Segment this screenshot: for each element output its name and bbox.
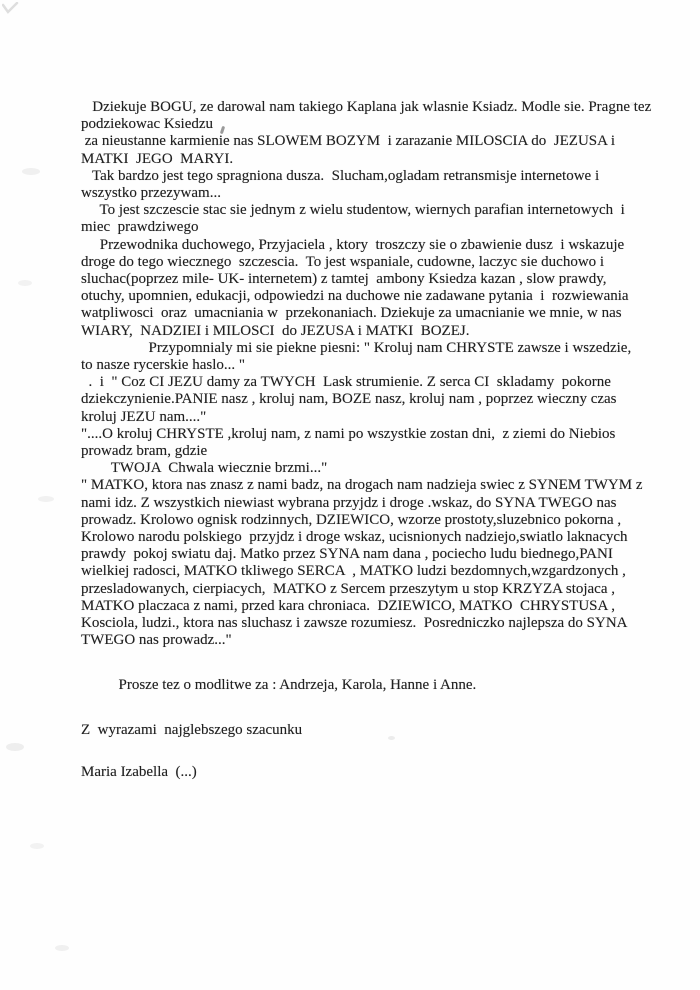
letter-line: wszystko przezywam... [81,185,221,202]
letter-line: podziekowac Ksiedzu [81,116,214,133]
letter-line: prowadz bram, gdzie [81,443,208,460]
letter-line: otuchy, upomnien, edukacji, odpowiedzi na duchowe nie zadawane pytania i rozwiewania [81,288,629,305]
closing-line: Z wyrazami najglebszego szacunku [81,721,303,738]
letter-line: nami idz. Z wszystkich niewiast wybrana przyjdz i droge .wskaz, do SYNA TWEGO nas [81,494,617,511]
letter-line: TWEGO nas prowadz..." [81,632,232,649]
letter-line: MATKI JEGO MARYI. [81,150,234,167]
letter-line: Przewodnika duchowego, Przyjaciela , ktory troszczy sie o zbawienie dusz i wskazuje [81,236,625,253]
letter-line: . i " Coz CI JEZU damy za TWYCH Lask strumienie. Z serca CI skladamy pokorne [81,374,611,391]
letter-body [81,99,661,650]
letter-line: miec prawdziwego [81,219,199,236]
letter-line: droge do tego wiecznego szczescia. To jest wspaniale, cudowne, laczyc sie duchowo i [81,253,605,270]
letter-line: "....O kroluj CHRYSTE ,kroluj nam, z nami po wszystkie zostan dni, z ziemi do Niebios [81,425,616,442]
letter-line: kroluj JEZU nam...." [81,408,207,425]
letter-line: sluchac(poprzez mile- UK- internetem) z tamtej ambony Ksiedza kazan , slow prawdy, [81,271,607,288]
corner-scan-mark [2,2,20,16]
scan-smudge [18,280,32,286]
scan-smudge [55,945,69,951]
letter-line: dziekczynienie.PANIE nasz , kroluj nam, BOZE nasz, kroluj nam , poprzez wieczny czas [81,391,617,408]
letter-line: Przypomnialy mi sie piekne piesni: " Kroluj nam CHRYSTE zawsze i wszedzie, [81,339,632,356]
letter-line: Dziekuje BOGU, ze darowal nam takiego Kaplana jak wlasnie Ksiadz. Modle sie. Pragne tez [81,99,652,115]
letter-line: Krolowo narodu polskiego przyjdz i droge wskaz, ucisnionych nadziejo,swiatlo laknacych [81,529,628,546]
letter-line: przesladowanych, cierpiacych, MATKO z Sercem przeszytym u stop KRZYZA stojaca , [81,580,616,597]
letter-line: prawdy pokoj swiatu daj. Matko przez SYNA nam dana , pociecho ludu biednego,PANI [81,546,613,563]
letter-line: watpliwosci oraz umacniania w przekonaniach. Dziekuje za umacnianie we mnie, w nas [81,305,622,322]
prayer-request-line: Prosze tez o modlitwe za : Andrzeja, Karola, Hanne i Anne. [81,676,477,693]
letter-text [81,99,661,781]
letter-line: To jest szczescie stac sie jednym z wielu studentow, wiernych parafian internetowych i [81,202,625,219]
letter-line: Tak bardzo jest tego spragniona dusza. Slucham,ogladam retransmisje internetowe i [81,167,600,184]
scan-smudge [30,843,44,849]
letter-line: wielkiej radosci, MATKO tkliwego SERCA , MATKO ludzi bezdomnych,wzgardzonych , [81,563,626,580]
letter-line: Kosciola, ludzi., ktora nas sluchasz i zawsze rozumiesz. Posredniczko najlepsza do SYNA [81,615,628,632]
scan-smudge [38,496,54,502]
letter-line: MATKO placzaca z nami, przed kara chroniaca. DZIEWICO, MATKO CHRYSTUSA , [81,597,616,614]
scan-smudge [22,168,40,175]
letter-line: " MATKO, ktora nas znasz z nami badz, na drogach nam nadzieja swiec z SYNEM TWYM z [81,477,643,494]
signature-line: Maria Izabella (...) [81,763,197,780]
scan-smudge [6,743,24,751]
letter-line: prowadz. Krolowo ognisk rodzinnych, DZIEWICO, wzorze prostoty,sluzebnico pokorna , [81,511,622,528]
letter-line: TWOJA Chwala wiecznie brzmi..." [81,460,328,477]
letter-line: za nieustanne karmienie nas SLOWEM BOZYM i zarazanie MILOSCIA do JEZUSA i [81,133,616,150]
letter-line: to nasze rycerskie haslo... " [81,357,245,374]
letter-line: WIARY, NADZIEI i MILOSCI do JEZUSA i MATKI BOZEJ. [81,322,470,339]
